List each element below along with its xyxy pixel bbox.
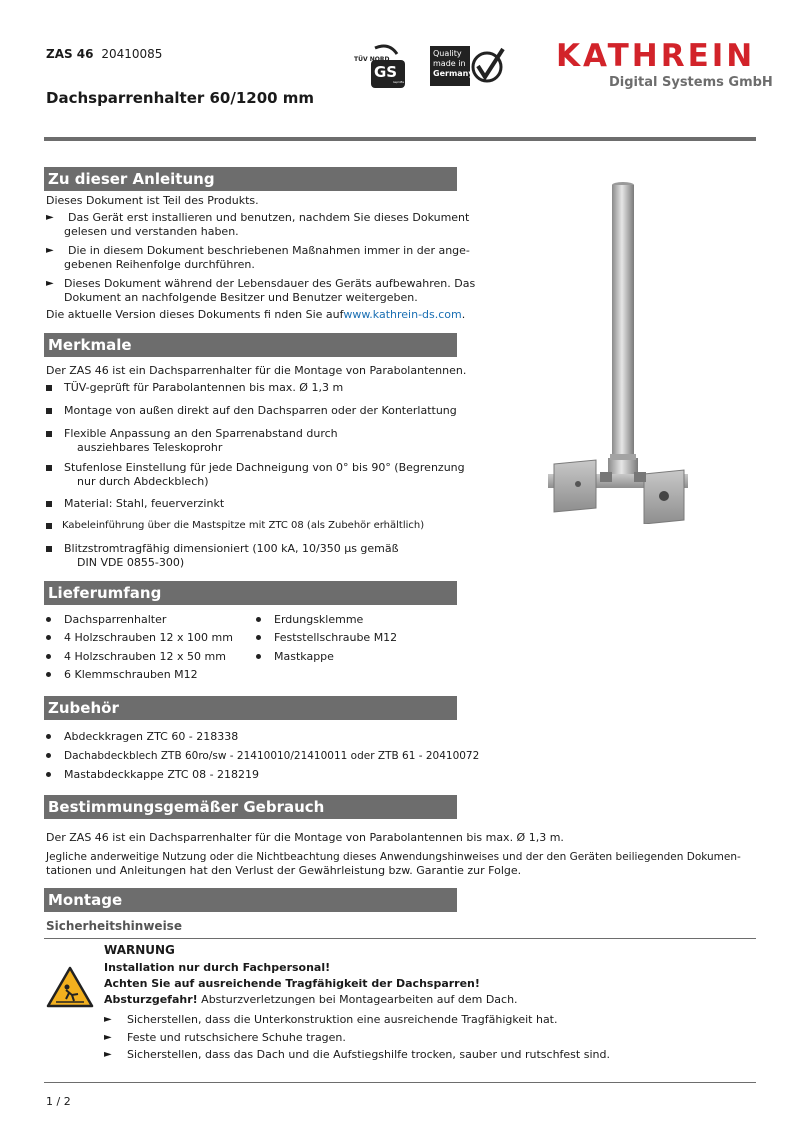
section-heading-montage: Montage [44,888,457,912]
round-bullet-icon [46,635,51,640]
round-bullet-icon [46,672,51,677]
anleitung-intro: Dieses Dokument ist Teil des Produkts. [46,194,259,207]
warning-line-2: Achten Sie auf ausreichende Tragfähigkeit der Dachsparren! [104,977,480,990]
header-rule [44,137,756,141]
quality-made-in-germany-logo [430,46,506,86]
zubehoer-1: Abdeckkragen ZTC 60 - 218338 [64,730,239,743]
lieferumfang-left-2: 4 Holzschrauben 12 x 100 mm [64,631,233,644]
quality-line-1: Quality [433,49,462,58]
merkmal-3-line-2: ausziehbares Teleskoprohr [77,441,223,454]
zubehoer-3: Mastabdeckkappe ZTC 08 - 218219 [64,768,260,781]
arrow-bullet-icon: ► [104,1032,112,1043]
round-bullet-icon [46,617,51,622]
anleitung-item-2-line-2: gebenen Reihenfolge durchführen. [64,258,255,271]
page-number: 1 / 2 [46,1095,71,1108]
article-line [46,47,162,61]
warning-line-1: Installation nur durch Fachpersonal! [104,961,331,974]
anleitung-footer [46,308,465,322]
anleitung-footer-end: . [461,308,466,321]
safety-subtitle: Sicherheitshinweise [46,919,182,933]
safety-step-3: Sicherstellen, dass das Dach und die Aufstiegshilfe trocken, sauber und rutschfest sind. [127,1048,610,1061]
arrow-bullet-icon: ► [46,212,54,223]
gebrauch-line-2: Jegliche anderweitige Nutzung oder die Nichtbeachtung dieses Anwendungshinweises und der den Geräten beiliegenden Dokumen- [46,851,741,863]
square-bullet-icon [46,546,52,552]
safety-rule-top [44,938,756,939]
lieferumfang-right-2: Feststellschraube M12 [274,631,398,644]
square-bullet-icon [46,431,52,437]
square-bullet-icon [46,501,52,507]
page-title: Dachsparrenhalter 60/1200 mm [46,89,315,107]
article-number: 20410085 [101,47,163,61]
anleitung-item-2-line-1: Die in diesem Dokument beschriebenen Maßnahmen immer in der ange- [68,244,470,257]
merkmal-2: Montage von außen direkt auf den Dachsparren oder der Konterlattung [64,404,457,417]
round-bullet-icon [256,617,261,622]
fall-hazard-warning-icon [46,966,94,1008]
footer-rule [44,1082,756,1083]
tuv-gs-logo [353,44,415,90]
merkmal-4-line-2: nur durch Abdeckblech) [77,475,209,488]
section-heading-lieferumfang: Lieferumfang [44,581,457,605]
merkmal-3-line-1: Flexible Anpassung an den Sparrenabstand durch [64,427,338,440]
section-heading-gebrauch: Bestimmungsgemäßer Gebrauch [44,795,457,819]
anleitung-item-3-line-1: Dieses Dokument während der Lebensdauer des Geräts aufbewahren. Das [64,277,476,290]
merkmal-7-line-1: Blitzstromtragfähig dimensioniert (100 kA, 10/350 µs gemäß [64,542,399,555]
arrow-bullet-icon: ► [104,1049,112,1060]
gebrauch-line-1: Der ZAS 46 ist ein Dachsparrenhalter für die Montage von Parabolantennen bis max. Ø 1,3 m. [46,831,564,844]
model-number: ZAS 46 [46,47,94,61]
quality-line-3: Germany [433,69,474,78]
lieferumfang-left-4: 6 Klemmschrauben M12 [64,668,198,681]
square-bullet-icon [46,408,52,414]
anleitung-item-3-line-2: Dokument an nachfolgende Besitzer und Benutzer weitergeben. [64,291,418,304]
arrow-bullet-icon: ► [104,1014,112,1025]
brand-logo: KATHREIN [556,38,756,74]
anleitung-footer-text: Die aktuelle Version dieses Dokuments fi nden Sie auf [46,308,344,321]
arrow-bullet-icon: ► [46,245,54,256]
safety-step-2: Feste und rutschsichere Schuhe tragen. [127,1031,346,1044]
zubehoer-2: Dachabdeckblech ZTB 60ro/sw - 21410010/21410011 oder ZTB 61 - 20410072 [64,750,480,762]
round-bullet-icon [46,753,51,758]
anleitung-item-1-line-1: Das Gerät erst installieren und benutzen, nachdem Sie dieses Dokument [68,211,470,224]
round-bullet-icon [46,734,51,739]
lieferumfang-right-3: Mastkappe [274,650,334,663]
gs-label: GS [374,63,398,81]
quality-line-2: made in [433,59,466,68]
merkmal-4-line-1: Stufenlose Einstellung für jede Dachneigung von 0° bis 90° (Begrenzung [64,461,465,474]
merkmal-6: Kabeleinführung über die Mastspitze mit ZTC 08 (als Zubehör erhältlich) [62,520,425,531]
anleitung-item-1-line-2: gelesen und verstanden haben. [64,225,239,238]
round-bullet-icon [256,635,261,640]
gebrauch-line-3: tationen und Anleitungen hat den Verlust der Gewährleistung bzw. Garantie zur Folge. [46,864,522,877]
merkmale-intro: Der ZAS 46 ist ein Dachsparrenhalter für die Montage von Parabolantennen. [46,364,467,377]
safety-step-1: Sicherstellen, dass die Unterkonstruktion eine ausreichende Tragfähigkeit hat. [127,1013,558,1026]
square-bullet-icon [46,465,52,471]
round-bullet-icon [256,654,261,659]
lieferumfang-right-1: Erdungsklemme [274,613,364,626]
round-bullet-icon [46,772,51,777]
square-bullet-icon [46,523,52,529]
merkmal-5: Material: Stahl, feuerverzinkt [64,497,225,510]
brand-subtitle: Digital Systems GmbH [609,75,773,90]
warning-title: WARNUNG [104,943,175,957]
checkmark-icon [470,46,506,86]
merkmal-1: TÜV-geprüft für Parabolantennen bis max. Ø 1,3 m [64,381,344,394]
lieferumfang-left-3: 4 Holzschrauben 12 x 50 mm [64,650,226,663]
warning-line-3 [104,993,518,1007]
warning-line-3-bold: Absturzgefahr! [104,993,198,1006]
tuv-label: TÜV NORD [354,56,390,63]
merkmal-7-line-2: DIN VDE 0855-300) [77,556,185,569]
kathrein-website-link[interactable]: www.kathrein-ds.com [343,308,462,321]
section-heading-anleitung: Zu dieser Anleitung [44,167,457,191]
warning-line-3-rest: Absturzverletzungen bei Montagearbeiten auf dem Dach. [197,993,518,1006]
round-bullet-icon [46,654,51,659]
lieferumfang-left-1: Dachsparrenhalter [64,613,167,626]
square-bullet-icon [46,385,52,391]
section-heading-zubehoer: Zubehör [44,696,457,720]
arrow-bullet-icon: ► [46,278,54,289]
gs-small-label: Geprüfte Sicherheit [393,81,415,84]
section-heading-merkmale: Merkmale [44,333,457,357]
product-image [548,178,692,524]
